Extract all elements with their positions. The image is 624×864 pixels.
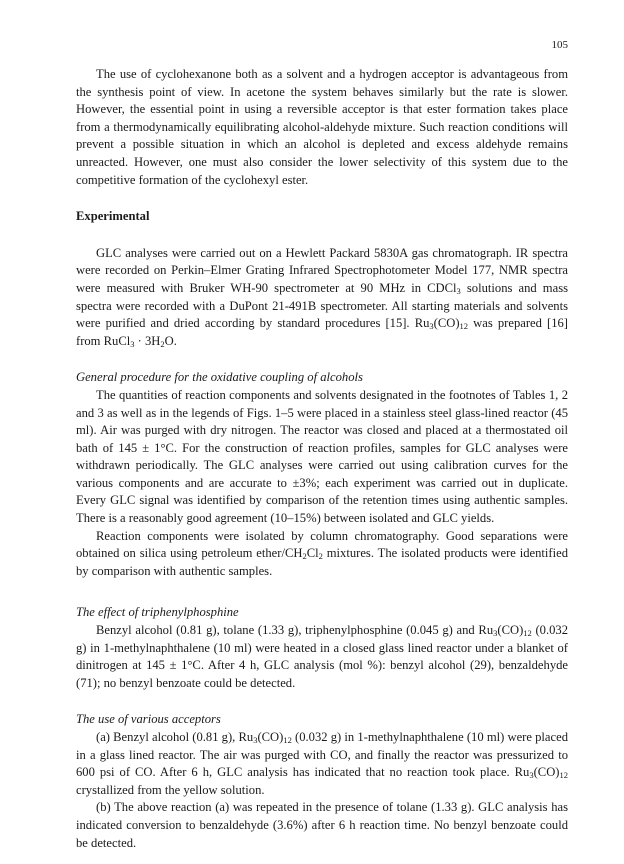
- body-column: [76, 66, 568, 852]
- isolation-paragraph: Reaction components were isolated by column chromatography. Good separations were obtained on silica using petroleum ether/$CH_2Cl_2$ mixtures. The isolated products were identified by comparison with authentic samples.: [76, 528, 569, 578]
- page-number: 105: [551, 39, 568, 51]
- general-procedure-paragraph: The quantities of reaction components and solvents designated in the footnotes of Tables 1, 2 and 3 as well as in the legends of Figs. 1–5 were placed in a stainless steel glass-lined reactor (45 ml). Air was purged with dry nitrogen. The reactor was closed and placed at a thermostated oil bath of 145 ± 1°C. For the construction of reaction profiles, samples for GLC analyses were withdrawn periodically. The GLC analyses were carried out using calibration curves for the various components and are accurate to ±3%; each experiment was carried out in duplicate. Every GLC signal was identified by comparison of the retention times using authentic samples. There is a reasonably good agreement (10–15%) between isolated and GLC yields.: [76, 387, 568, 526]
- triphenylphosphine-paragraph: Benzyl alcohol (0.81 g), tolane (1.33 g), triphenylphosphine (0.045 g) and $Ru_3(CO)_{12}$ (0.032 g) in 1-methylnaphthalene (10 ml) were heated in a closed glass lined reactor under a blanket of dinitrogen at 145 ± 1°C. After 4 h, GLC analysis (mol %): benzyl alcohol (29), benzaldehyde (71); no benzyl benzoate could be detected.: [76, 623, 568, 690]
- experimental-paragraph: GLC analyses were carried out on a Hewlett Packard 5830A gas chromatograph. IR spectra were recorded on Perkin–Elmer Grating Infrared Spectrophotometer Model 177, NMR spectra were measured with Bruker WH-90 spectrometer at 90 MHz in CDCl$_3$ solutions and mass spectra were recorded with a DuPont 21-491B spectrometer. All starting materials and solvents were purified and dried according by standard procedures [15]. $Ru_3(CO)_{12}$ was prepared [16] from RuCl$_3$ · $3H_2O$.: [76, 245, 569, 349]
- acceptors-paragraph-a: (a) Benzyl alcohol (0.81 g), $Ru_3(CO)_{12}$ (0.032 g) in 1-methylnaphthalene (10 ml) were placed in a glass lined reactor. The air was purged with CO, and finally the reactor was pressurized to 600 psi of CO. After 6 h, GLC analysis has indicated that no reaction took place. $Ru_3(CO)_{12}$ crystallized from the yellow solution.: [76, 730, 568, 797]
- acceptors-paragraph-b: (b) The above reaction (a) was repeated in the presence of tolane (1.33 g). GLC analysis has indicated conversion to benzaldehyde (3.6%) after 6 h reaction time. No benzyl benzoate could be detected.: [76, 800, 568, 850]
- acceptors-heading: The use of various acceptors: [76, 712, 221, 727]
- general-procedure-heading: General procedure for the oxidative coupling of alcohols: [76, 370, 363, 385]
- intro-paragraph: The use of cyclohexanone both as a solvent and a hydrogen acceptor is advantageous from the synthesis point of view. In acetone the system behaves similarly but the rate is slower. However, the essential point in using a reversible acceptor is that ester formation takes place from a thermodynamically equilibrating alcohol-aldehyde mixture. Such reaction conditions will prevent a possible situation in which an alcohol is depleted and excess aldehyde remains unreacted. However, one must also consider the lower selectivity of this system due to the competitive formation of the cyclohexyl ester.: [76, 67, 568, 187]
- experimental-heading: Experimental: [76, 209, 150, 224]
- triphenylphosphine-heading: The effect of triphenylphosphine: [76, 605, 239, 620]
